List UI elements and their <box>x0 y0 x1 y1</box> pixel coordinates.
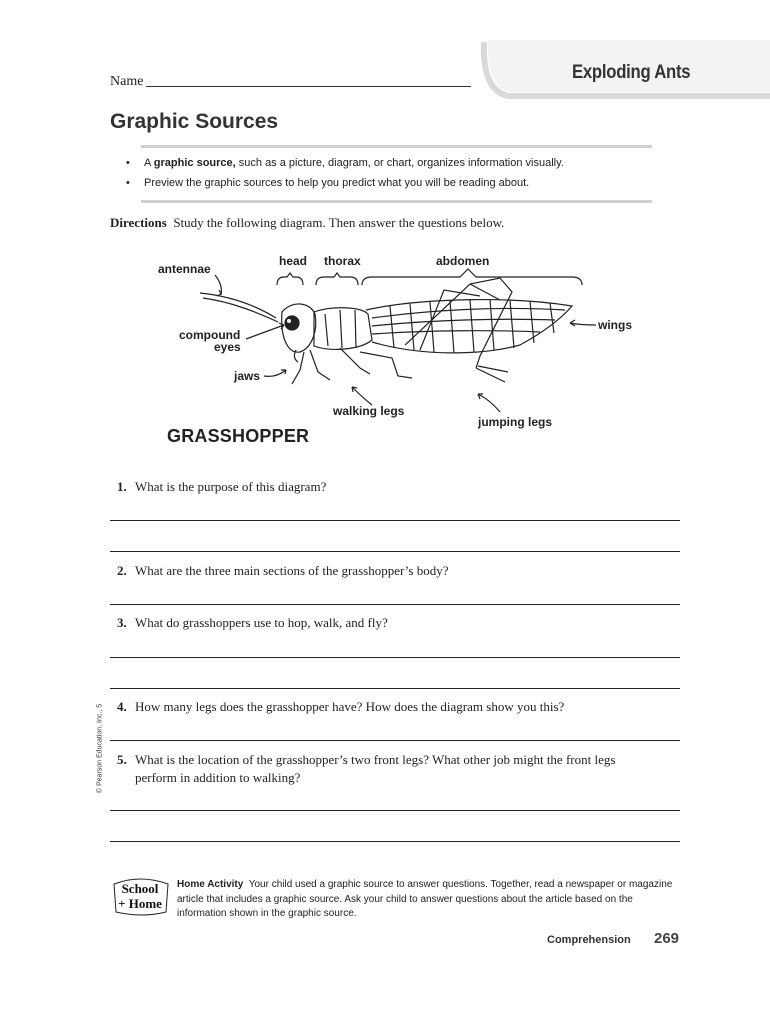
label-walking-legs: walking legs <box>333 404 405 418</box>
answer-line[interactable] <box>110 604 680 605</box>
directions <box>110 215 504 231</box>
home-activity-label: Home Activity <box>177 879 244 890</box>
question-1: 1. What is the purpose of this diagram? <box>117 479 327 494</box>
label-compound: compound <box>179 328 241 342</box>
label-jaws: jaws <box>234 369 261 383</box>
bullet-item: • Preview the graphic sources to help you predict what you will be reading about. <box>126 177 530 189</box>
answer-line[interactable] <box>110 688 680 689</box>
answer-line[interactable] <box>110 520 680 521</box>
answer-line[interactable] <box>110 657 680 658</box>
answer-line[interactable] <box>110 740 680 741</box>
bottom-rule <box>141 200 652 203</box>
footer-label: Comprehension <box>547 934 631 946</box>
home-activity <box>177 878 682 922</box>
label-antennae: antennae <box>158 262 211 276</box>
page-title: Graphic Sources <box>110 110 279 133</box>
label-abdomen: abdomen <box>436 254 490 268</box>
logo-line2: + Home <box>118 896 162 911</box>
question-5: 5. What is the location of the grasshopper’s two front legs? What other job might the front legs perform in addition to walking? <box>117 752 616 785</box>
label-jumping-legs: jumping legs <box>478 415 553 429</box>
top-rule <box>141 145 652 148</box>
answer-line[interactable] <box>110 551 680 552</box>
question-2: 2. What are the three main sections of the grasshopper’s body? <box>117 563 449 578</box>
home-activity-text: Your child used a graphic source to answer questions. Together, read a newspaper or magazine article that includes a graphic source. Ask your child to answer questions about the article based on the information shown in the graphic source. <box>177 879 673 919</box>
page-number: 269 <box>654 930 680 947</box>
logo-line1: School <box>121 881 159 896</box>
label-head: head <box>279 254 308 268</box>
directions-label: Directions <box>110 215 167 230</box>
label-wings: wings <box>598 318 633 332</box>
answer-line[interactable] <box>110 810 680 811</box>
diagram-title: GRASSHOPPER <box>167 426 310 446</box>
school-home-logo <box>110 874 170 916</box>
bullet-item: • A graphic source, such as a picture, diagram, or chart, organizes information visually. <box>126 157 564 169</box>
copyright: © Pearson Education, Inc., 5 <box>96 703 104 794</box>
answer-line[interactable] <box>110 841 680 842</box>
name-label: Name <box>110 74 144 89</box>
selection-title: Exploding Ants <box>572 62 691 83</box>
name-line[interactable] <box>146 86 471 87</box>
label-thorax: thorax <box>324 254 361 268</box>
label-eyes: eyes <box>214 340 241 354</box>
question-4: 4. How many legs does the grasshopper have? How does the diagram show you this? <box>117 699 565 714</box>
question-3: 3. What do grasshoppers use to hop, walk, and fly? <box>117 615 388 630</box>
directions-text: Study the following diagram. Then answer the questions below. <box>173 215 505 230</box>
